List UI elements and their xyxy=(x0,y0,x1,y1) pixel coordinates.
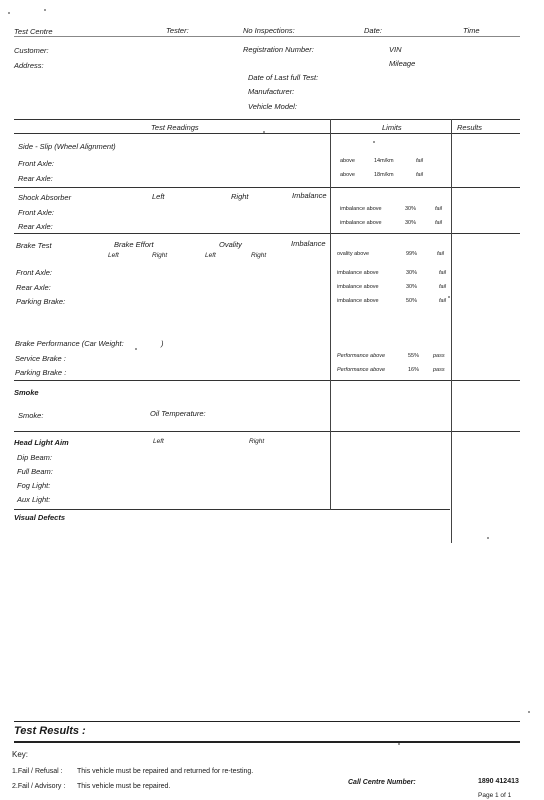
time-label: Time xyxy=(463,26,480,35)
scan-speck xyxy=(135,348,137,350)
service-brake-label: Service Brake : xyxy=(15,354,66,363)
scan-speck xyxy=(263,131,265,133)
manufacturer-label: Manufacturer: xyxy=(248,87,295,96)
brake-front-axle: Front Axle: xyxy=(16,268,52,277)
date-last-full-test-label: Date of Last full Test: xyxy=(248,73,319,82)
header-rule xyxy=(14,36,520,37)
side-slip-front-axle: Front Axle: xyxy=(18,159,54,168)
fail-refusal-text: This vehicle must be repaired and returned for re-testing. xyxy=(77,768,254,775)
address-label: Address: xyxy=(14,61,44,70)
brake-parking-brake: Parking Brake: xyxy=(16,297,66,306)
ovality-right: Right xyxy=(251,252,267,259)
visual-defects-title: Visual Defects xyxy=(14,513,65,522)
scan-speck xyxy=(398,743,400,745)
parking-brake-performance-label: Parking Brake : xyxy=(15,368,67,377)
scan-speck xyxy=(44,9,46,11)
smoke-rule xyxy=(14,431,520,432)
brake-effort-right: Right xyxy=(152,252,168,259)
mileage-label: Mileage xyxy=(389,59,416,68)
limit-value: 30% xyxy=(405,220,417,226)
no-inspections-label: No Inspections: xyxy=(243,26,295,35)
test-centre-label: Test Centre xyxy=(14,27,53,36)
shock-right-label: Right xyxy=(231,192,249,201)
results-header: Results xyxy=(457,123,483,132)
aux-light-label: Aux Light: xyxy=(17,495,51,504)
brake-test-title: Brake Test xyxy=(16,241,52,250)
call-centre-number: 1890 412413 xyxy=(478,778,519,785)
limit-value: 30% xyxy=(406,270,418,276)
head-light-right-label: Right xyxy=(249,438,265,445)
limit-value: 55% xyxy=(408,353,420,359)
date-label: Date: xyxy=(364,26,382,35)
dip-beam-label: Dip Beam: xyxy=(17,453,53,462)
customer-label: Customer: xyxy=(14,46,49,55)
tester-label: Tester: xyxy=(166,26,189,35)
call-centre-label: Call Centre Number: xyxy=(348,779,416,786)
test-readings-header: Test Readings xyxy=(151,123,199,132)
brake-effort-label: Brake Effort xyxy=(114,240,154,249)
limit-result: fail xyxy=(416,158,424,164)
limit-label: Performance above xyxy=(337,353,385,359)
limit-label: imbalance above xyxy=(340,206,382,212)
head-light-left-label: Left xyxy=(153,438,164,445)
fog-light-label: Fog Light: xyxy=(17,481,51,490)
registration-number-label: Registration Number: xyxy=(243,45,314,54)
fail-refusal-label: 1.Fail / Refusal : xyxy=(12,768,63,775)
brake-rear-axle: Rear Axle: xyxy=(16,283,51,292)
page-number: Page 1 of 1 xyxy=(478,792,512,799)
brake-effort-left: Left xyxy=(108,252,119,259)
brake-test-rule xyxy=(14,380,520,381)
limit-value: 18m/km xyxy=(374,172,394,178)
smoke-label: Smoke: xyxy=(18,411,44,420)
limit-result: fail xyxy=(439,298,447,304)
test-results-title: Test Results : xyxy=(14,725,86,737)
limit-result: pass xyxy=(433,367,445,373)
scan-speck xyxy=(448,296,450,298)
limit-value: 30% xyxy=(405,206,417,212)
limit-label: imbalance above xyxy=(337,270,379,276)
limit-value: 14m/km xyxy=(374,158,394,164)
side-slip-rule xyxy=(14,187,520,188)
oil-temperature-label: Oil Temperature: xyxy=(150,409,206,418)
shock-rear-axle: Rear Axle: xyxy=(18,222,53,231)
limit-result: fail xyxy=(439,284,447,290)
shock-imbalance-label: Imbalance xyxy=(292,191,327,200)
head-light-rule xyxy=(14,509,450,510)
limit-value: 50% xyxy=(406,298,418,304)
limits-header: Limits xyxy=(382,123,402,132)
limit-label: imbalance above xyxy=(337,298,379,304)
shock-absorber-title: Shock Absorber xyxy=(18,193,72,202)
brake-performance-close: ) xyxy=(161,339,164,348)
limit-result: pass xyxy=(433,353,445,359)
shock-absorber-rule xyxy=(14,233,520,234)
limit-label: imbalance above xyxy=(337,284,379,290)
head-light-title: Head Light Aim xyxy=(14,438,69,447)
limit-label: above xyxy=(340,158,355,164)
brake-performance-title: Brake Performance (Car Weight: xyxy=(15,339,124,348)
vehicle-model-label: Vehicle Model: xyxy=(248,102,297,111)
scan-speck xyxy=(487,537,489,539)
full-beam-label: Full Beam: xyxy=(17,467,53,476)
side-slip-title: Side - Slip (Wheel Alignment) xyxy=(18,142,116,151)
scan-speck xyxy=(8,12,10,14)
ovality-left: Left xyxy=(205,252,216,259)
shock-left-label: Left xyxy=(152,192,165,201)
vin-label: VIN xyxy=(389,45,402,54)
limit-label: Performance above xyxy=(337,367,385,373)
smoke-title: Smoke xyxy=(14,388,39,397)
column-header-rule xyxy=(14,133,520,134)
test-results-rule xyxy=(14,721,520,722)
key-label: Key: xyxy=(12,750,29,759)
brake-imbalance-label: Imbalance xyxy=(291,239,326,248)
shock-front-axle: Front Axle: xyxy=(18,208,54,217)
key-rule xyxy=(14,741,520,743)
limit-result: fail xyxy=(437,251,445,257)
limit-label: imbalance above xyxy=(340,220,382,226)
side-slip-rear-axle: Rear Axle: xyxy=(18,174,53,183)
limits-column-divider xyxy=(330,119,331,510)
limit-label: ovality above xyxy=(337,251,370,257)
limit-value: 16% xyxy=(408,367,420,373)
ovality-label: Ovality xyxy=(219,240,242,249)
scan-speck xyxy=(528,711,530,713)
limit-result: fail xyxy=(416,172,424,178)
fail-advisory-text: This vehicle must be repaired. xyxy=(77,783,171,790)
results-column-divider xyxy=(451,119,452,543)
fail-advisory-label: 2.Fail / Advisory : xyxy=(12,783,66,790)
scan-speck xyxy=(373,141,375,143)
limit-value: 30% xyxy=(406,284,418,290)
limit-result: fail xyxy=(439,270,447,276)
table-top-rule xyxy=(14,119,520,120)
limit-value: 99% xyxy=(406,251,418,257)
limit-label: above xyxy=(340,172,355,178)
limit-result: fail xyxy=(435,206,443,212)
limit-result: fail xyxy=(435,220,443,226)
